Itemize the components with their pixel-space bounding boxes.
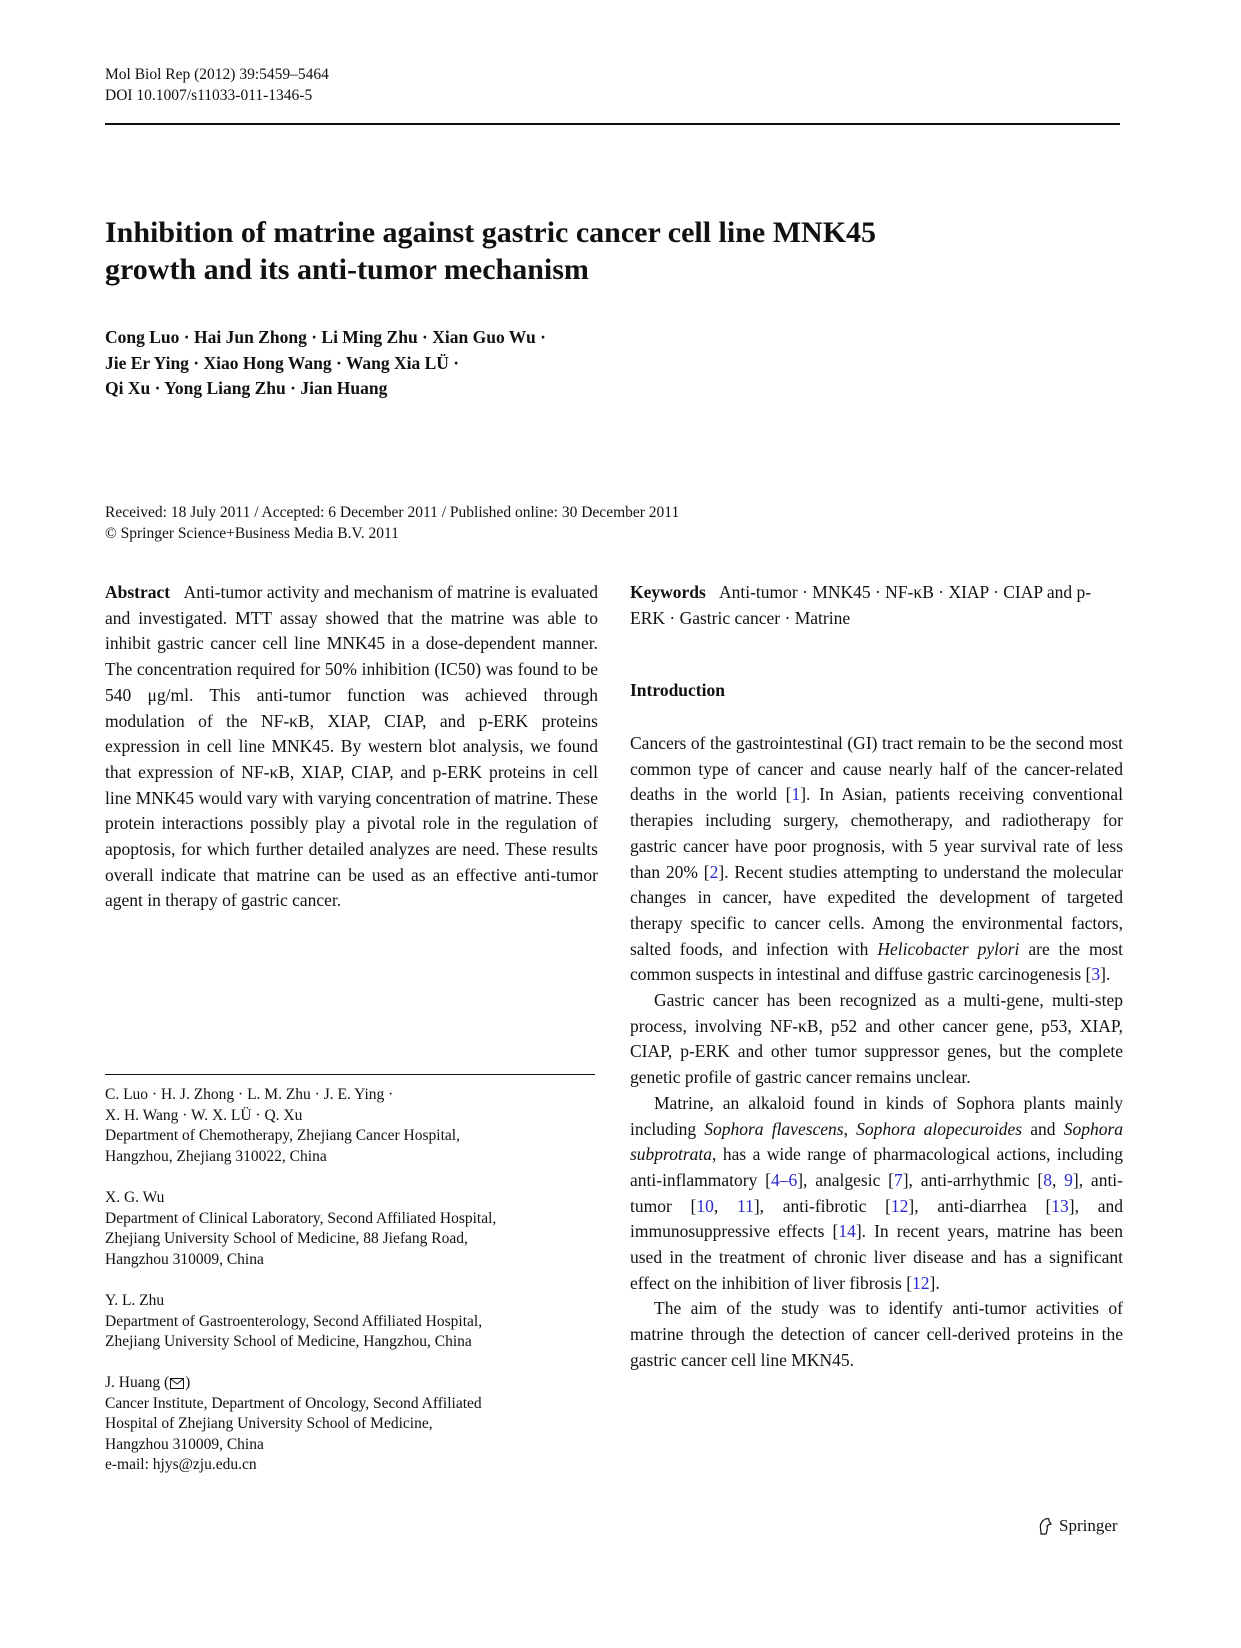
affiliation-line: C. Luo · H. J. Zhong · L. M. Zhu · J. E. Ying · bbox=[105, 1086, 394, 1103]
citation-link[interactable]: 10 bbox=[696, 1195, 714, 1216]
title-line: Inhibition of matrine against gastric cancer cell line MNK45 bbox=[105, 216, 877, 249]
author-line: Cong Luo · Hai Jun Zhong · Li Ming Zhu · Xian Guo Wu · bbox=[105, 327, 546, 347]
intro-paragraph: Gastric cancer has been recognized as a multi-gene, multi-step process, involving NF-κB, p52 and other cancer gene, p53, XIAP, CIAP, p-ERK and other tumor suppressor genes, but the complete genetic profile of gastric cancer remains unclear. bbox=[630, 990, 1123, 1088]
author-list bbox=[105, 325, 805, 402]
citation-link[interactable]: 2 bbox=[709, 861, 719, 882]
affiliation-line: Department of Clinical Laboratory, Second Affiliated Hospital, bbox=[105, 1209, 497, 1227]
citation-link[interactable]: 3 bbox=[1091, 964, 1101, 985]
keywords bbox=[630, 580, 1123, 631]
introduction-heading: Introduction bbox=[630, 680, 725, 700]
keywords-text: Anti-tumor · MNK45 · NF-κB · XIAP · CIAP and p-ERK · Gastric cancer · Matrine bbox=[630, 582, 1092, 628]
affiliation-line: Hospital of Zhejiang University School of Medicine, bbox=[105, 1415, 433, 1432]
abstract-text: Anti-tumor activity and mechanism of matrine is evaluated and investigated. MTT assay showed that the matrine was able to inhibit gastric cancer cell line MNK45 in a dose-dependent manner. The concentration required for 50% inhibition (IC50) was found to be 540 μg/ml. This anti-tumor function was achieved through modulation of the NF-κB, XIAP, CIAP, and p-ERK proteins expression in cell line MNK45. By western blot analysis, we found that expression of NF-κB, XIAP, CIAP, and p-ERK proteins in cell line MNK45 would vary with varying concentration of matrine. These protein interactions possibly play a pivotal role in the regulation of apoptosis, for which further detailed analyzes are need. These results overall indicate that matrine can be used as an effective anti-tumor agent in therapy of gastric cancer. bbox=[105, 582, 598, 911]
intro-paragraph: Matrine, an alkaloid found in kinds of Sophora plants mainly including Sophora flavescens, Sophora alopecuroides and Sophora subprotrata, has a wide range of pharmacological actions, including anti-inflammatory [4–6], analgesic [7], anti-arrhythmic [8, 9], anti-tumor [10, 11], anti-fibrotic [12], anti-diarrhea [13], and immunosuppressive effects [14]. In recent years, matrine has been used in the treatment of chronic liver disease and has a significant effect on the inhibition of liver fibrosis [12]. bbox=[630, 1092, 1124, 1293]
citation-link[interactable]: 7 bbox=[893, 1169, 903, 1190]
citation-link[interactable]: 12 bbox=[890, 1195, 909, 1216]
dates-line: Received: 18 July 2011 / Accepted: 6 December 2011 / Published online: 30 December 2011 bbox=[105, 504, 680, 521]
affiliation-block bbox=[105, 1373, 605, 1476]
email-envelope-icon[interactable] bbox=[170, 1378, 184, 1389]
abstract bbox=[105, 580, 598, 914]
affiliation-line: X. H. Wang · W. X. LÜ · Q. Xu bbox=[105, 1106, 303, 1124]
intro-paragraph: The aim of the study was to identify anti-tumor activities of matrine through the detection of cancer cell-derived proteins in the gastric cancer cell line MKN45. bbox=[630, 1298, 1123, 1370]
article-title bbox=[105, 214, 1105, 288]
introduction-body bbox=[630, 731, 1123, 1374]
journal-header bbox=[105, 64, 329, 106]
publisher-name: Springer bbox=[1059, 1516, 1118, 1535]
copyright-line: © Springer Science+Business Media B.V. 2011 bbox=[105, 524, 399, 542]
title-line: growth and its anti-tumor mechanism bbox=[105, 253, 589, 286]
affiliation-block bbox=[105, 1188, 605, 1270]
springer-horse-icon bbox=[1035, 1516, 1055, 1536]
affiliation-line: X. G. Wu bbox=[105, 1189, 165, 1206]
affiliation-line: Department of Gastroenterology, Second Affiliated Hospital, bbox=[105, 1312, 483, 1330]
footnote-rule bbox=[105, 1074, 595, 1075]
journal-citation: Mol Biol Rep (2012) 39:5459–5464 bbox=[105, 66, 329, 83]
affiliation-line: Hangzhou 310009, China bbox=[105, 1250, 264, 1268]
email-address[interactable]: e-mail: hjys@zju.edu.cn bbox=[105, 1456, 257, 1473]
affiliation-line: Zhejiang University School of Medicine, 88 Jiefang Road, bbox=[105, 1230, 468, 1247]
citation-link[interactable]: 1 bbox=[791, 784, 801, 805]
citation-link[interactable]: 12 bbox=[912, 1272, 930, 1293]
citation-link[interactable]: 14 bbox=[838, 1221, 856, 1242]
citation-link[interactable]: 13 bbox=[1051, 1195, 1069, 1216]
citation-link[interactable]: 9 bbox=[1064, 1169, 1073, 1190]
affiliation-line: Hangzhou 310009, China bbox=[105, 1435, 264, 1453]
author-line: Jie Er Ying · Xiao Hong Wang · Wang Xia LÜ · bbox=[105, 352, 460, 373]
affiliation-line: Y. L. Zhu bbox=[105, 1292, 165, 1309]
header-rule bbox=[105, 123, 1120, 125]
abstract-label: Abstract bbox=[105, 582, 171, 602]
citation-link[interactable]: 11 bbox=[736, 1195, 754, 1216]
affiliation-line: Cancer Institute, Department of Oncology, Second Affiliated bbox=[105, 1394, 482, 1412]
affiliation-line: Zhejiang University School of Medicine, Hangzhou, China bbox=[105, 1333, 472, 1350]
publication-dates bbox=[105, 503, 679, 544]
affiliation-block bbox=[105, 1085, 605, 1167]
affiliation-line: J. Huang ( ) bbox=[105, 1374, 191, 1391]
publisher-logo bbox=[1035, 1516, 1118, 1536]
author-line: Qi Xu · Yong Liang Zhu · Jian Huang bbox=[105, 378, 388, 398]
citation-link[interactable]: 4–6 bbox=[770, 1169, 798, 1190]
affiliation-line: Department of Chemotherapy, Zhejiang Cancer Hospital, bbox=[105, 1127, 460, 1144]
doi: DOI 10.1007/s11033-011-1346-5 bbox=[105, 87, 313, 104]
citation-link[interactable]: 8 bbox=[1043, 1169, 1052, 1190]
affiliation-block bbox=[105, 1291, 605, 1353]
keywords-label: Keywords bbox=[630, 582, 706, 602]
affiliation-line: Hangzhou, Zhejiang 310022, China bbox=[105, 1147, 327, 1165]
intro-paragraph: Cancers of the gastrointestinal (GI) tract remain to be the second most common type of cancer and cause nearly half of the cancer-related deaths in the world [1]. In Asian, patients receiving conventional therapies including surgery, chemotherapy, and radiotherapy for gastric cancer have poor prognosis, with 5 year survival rate of less than 20% [2]. Recent studies attempting to understand the molecular changes in cancer, have expedited the development of targeted therapy specific to cancer cells. Among the environmental factors, salted foods, and infection with Helicobacter pylori are the most common suspects in intestinal and diffuse gastric carcinogenesis [3]. bbox=[630, 733, 1123, 985]
